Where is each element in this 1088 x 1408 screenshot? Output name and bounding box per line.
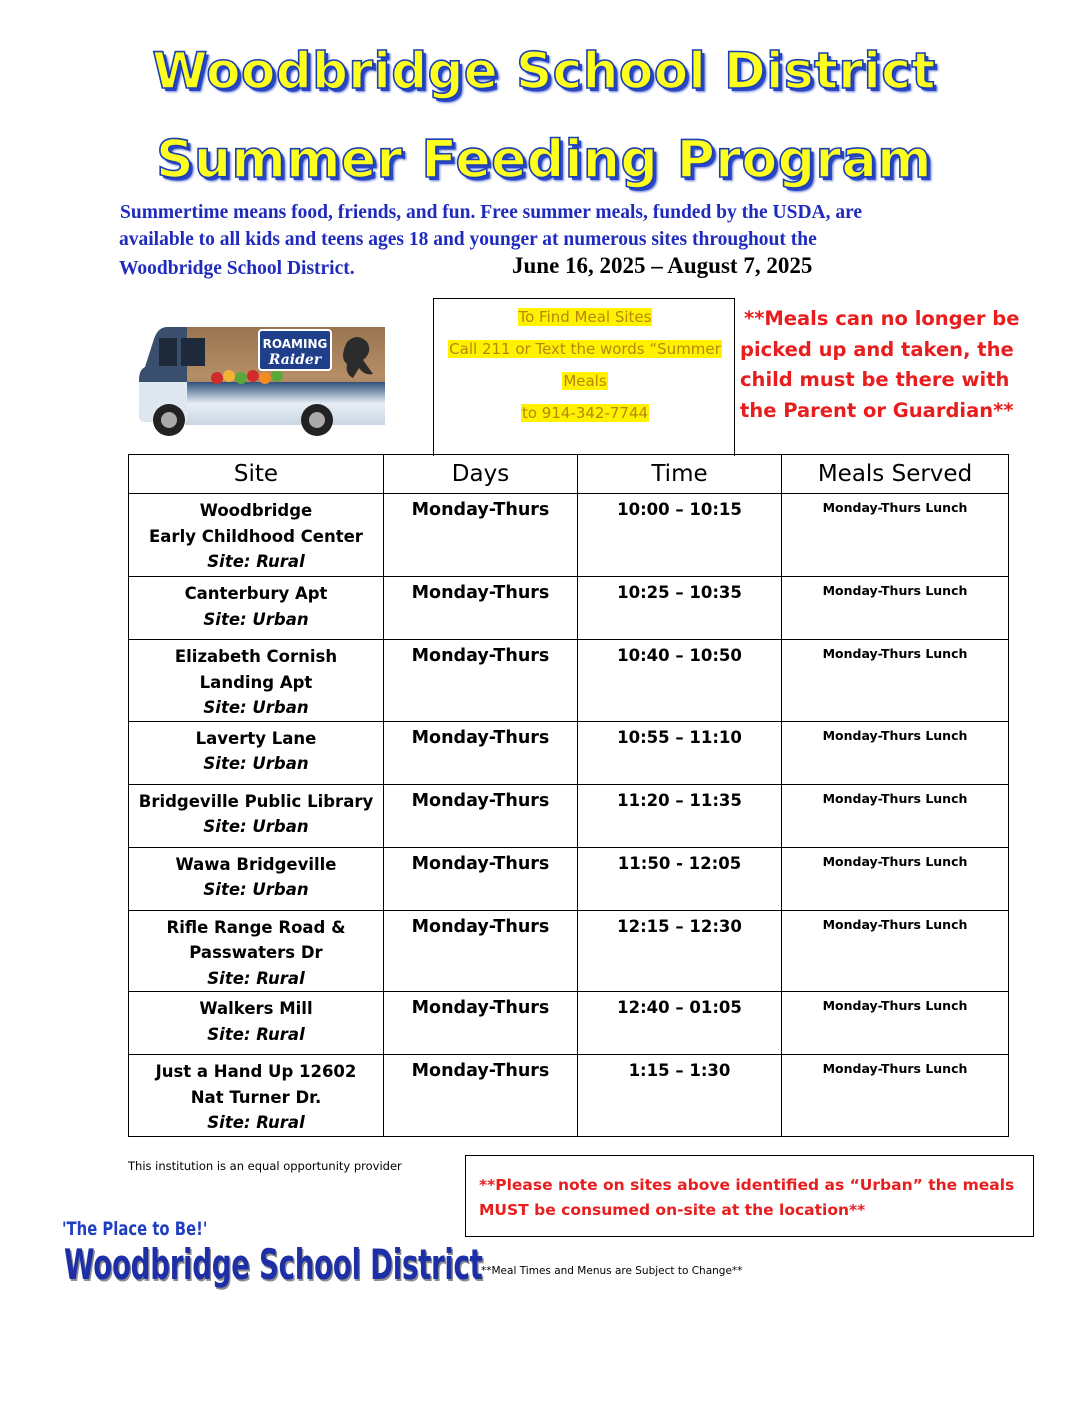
- site-type: Site: Urban: [203, 817, 309, 836]
- time-cell: 11:20 – 11:35: [578, 784, 782, 847]
- meals-cell: Monday-Thurs Lunch: [782, 1055, 1009, 1137]
- truck-sign-line-1: ROAMING: [262, 337, 328, 351]
- meals-cell: Monday-Thurs Lunch: [782, 910, 1009, 992]
- meals-cell: Monday-Thurs Lunch: [782, 640, 1009, 722]
- truck-sign-line-2: Raider: [268, 352, 322, 368]
- meals-cell: Monday-Thurs Lunch: [782, 992, 1009, 1055]
- days-cell: Monday-Thurs: [384, 640, 578, 722]
- site-cell: [129, 1055, 384, 1137]
- site-type: Site: Rural: [207, 1024, 305, 1044]
- site-cell: [129, 494, 384, 577]
- site-name-line-2: Nat Turner Dr.: [190, 1087, 322, 1107]
- site-name: Rifle Range Road &: [166, 917, 346, 937]
- meals-cell: Monday-Thurs Lunch: [782, 577, 1009, 640]
- urban-note-line-2: MUST be consumed on-site at the location**: [479, 1201, 866, 1219]
- site-name: Laverty Lane: [195, 728, 317, 748]
- table-row: [129, 577, 1009, 640]
- table-row: [129, 1055, 1009, 1137]
- intro-line-1: Summertime means food, friends, and fun. Free summer meals, funded by the USDA, are: [120, 202, 863, 223]
- program-dates: June 16, 2025 – August 7, 2025: [512, 253, 813, 278]
- title-line-1: Woodbridge School District: [152, 42, 936, 100]
- site-cell: [129, 910, 384, 992]
- site-name: Wawa Bridgeville: [175, 854, 337, 874]
- site-name-line-2: Landing Apt: [199, 672, 313, 692]
- site-type: Site: Urban: [203, 880, 309, 899]
- site-cell: [129, 577, 384, 640]
- time-cell: 12:40 – 01:05: [578, 992, 782, 1055]
- site-name-line-2: Passwaters Dr: [189, 943, 323, 962]
- site-name: Bridgeville Public Library: [138, 791, 374, 811]
- time-cell: 10:55 – 11:10: [578, 721, 782, 784]
- table-row: [129, 784, 1009, 847]
- info-line-2: Call 211 or Text the words “Summer: [449, 340, 721, 358]
- food-truck-image: [137, 322, 387, 442]
- site-cell: [129, 721, 384, 784]
- time-cell: 11:50 - 12:05: [578, 847, 782, 910]
- subject-to-change-note: **Meal Times and Menus are Subject to Change**: [481, 1265, 743, 1277]
- site-type: Site: Urban: [203, 609, 309, 629]
- table-row: [129, 847, 1009, 910]
- days-cell: Monday-Thurs: [384, 721, 578, 784]
- days-cell: Monday-Thurs: [384, 577, 578, 640]
- table-row: [129, 494, 1009, 577]
- site-name: Elizabeth Cornish: [174, 647, 338, 666]
- info-line-3: Meals: [563, 372, 607, 390]
- site-cell: [129, 640, 384, 722]
- meals-cell: Monday-Thurs Lunch: [782, 494, 1009, 577]
- site-name: Just a Hand Up 12602: [155, 1062, 357, 1081]
- time-cell: 10:00 – 10:15: [578, 494, 782, 577]
- urban-note-line-1: **Please note on sites above identified as “Urban” the meals: [479, 1176, 1015, 1194]
- time-cell: 1:15 – 1:30: [578, 1055, 782, 1137]
- days-cell: Monday-Thurs: [384, 910, 578, 992]
- table-row: [129, 640, 1009, 722]
- site-type: Site: Rural: [207, 552, 305, 571]
- notice-line-4: the Parent or Guardian**: [740, 398, 1014, 422]
- site-cell: [129, 992, 384, 1055]
- site-cell: [129, 784, 384, 847]
- district-tagline: 'The Place to Be!': [62, 1218, 208, 1240]
- site-type: Site: Rural: [207, 1113, 305, 1132]
- intro-line-2: available to all kids and teens ages 18 and younger at numerous sites throughout the: [119, 229, 817, 250]
- info-line-1: To Find Meal Sites: [518, 308, 652, 326]
- site-cell: [129, 847, 384, 910]
- header-days: Days: [384, 455, 578, 494]
- pickup-notice: [740, 304, 1040, 426]
- days-cell: Monday-Thurs: [384, 784, 578, 847]
- table-row: [129, 992, 1009, 1055]
- table-row: [129, 721, 1009, 784]
- table-header-row: [129, 455, 1009, 494]
- site-type: Site: Urban: [203, 698, 309, 717]
- equal-opportunity-statement: This institution is an equal opportunity provider: [128, 1159, 402, 1173]
- notice-line-1: **Meals can no longer be: [744, 307, 1020, 330]
- meals-cell: Monday-Thurs Lunch: [782, 847, 1009, 910]
- header-site: Site: [129, 455, 384, 494]
- header-meals-served: Meals Served: [782, 455, 1009, 494]
- time-cell: 12:15 – 12:30: [578, 910, 782, 992]
- days-cell: Monday-Thurs: [384, 992, 578, 1055]
- info-line-4: to 914-342-7744: [521, 404, 649, 422]
- site-name: Woodbridge: [199, 501, 313, 520]
- table-row: [129, 910, 1009, 992]
- days-cell: Monday-Thurs: [384, 1055, 578, 1137]
- site-type: Site: Rural: [207, 968, 305, 988]
- notice-line-3: child must be there with: [740, 368, 1010, 391]
- days-cell: Monday-Thurs: [384, 494, 578, 577]
- site-type: Site: Urban: [203, 754, 309, 773]
- header-time: Time: [578, 455, 782, 494]
- time-cell: 10:40 – 10:50: [578, 640, 782, 722]
- urban-site-note: [465, 1155, 1034, 1237]
- site-name-line-2: Early Childhood Center: [149, 526, 363, 546]
- meals-cell: Monday-Thurs Lunch: [782, 784, 1009, 847]
- days-cell: Monday-Thurs: [384, 847, 578, 910]
- district-logo-text: Woodbridge School District: [64, 1240, 483, 1289]
- time-cell: 10:25 – 10:35: [578, 577, 782, 640]
- site-name: Canterbury Apt: [184, 584, 328, 603]
- notice-line-2: picked up and taken, the: [740, 337, 1014, 361]
- meals-cell: Monday-Thurs Lunch: [782, 721, 1009, 784]
- meal-schedule-table: [128, 454, 1009, 1137]
- title-line-2: Summer Feeding Program: [156, 130, 932, 190]
- site-name: Walkers Mill: [199, 999, 313, 1018]
- meal-site-info-box: [433, 298, 735, 456]
- intro-line-3: Woodbridge School District.: [119, 258, 355, 279]
